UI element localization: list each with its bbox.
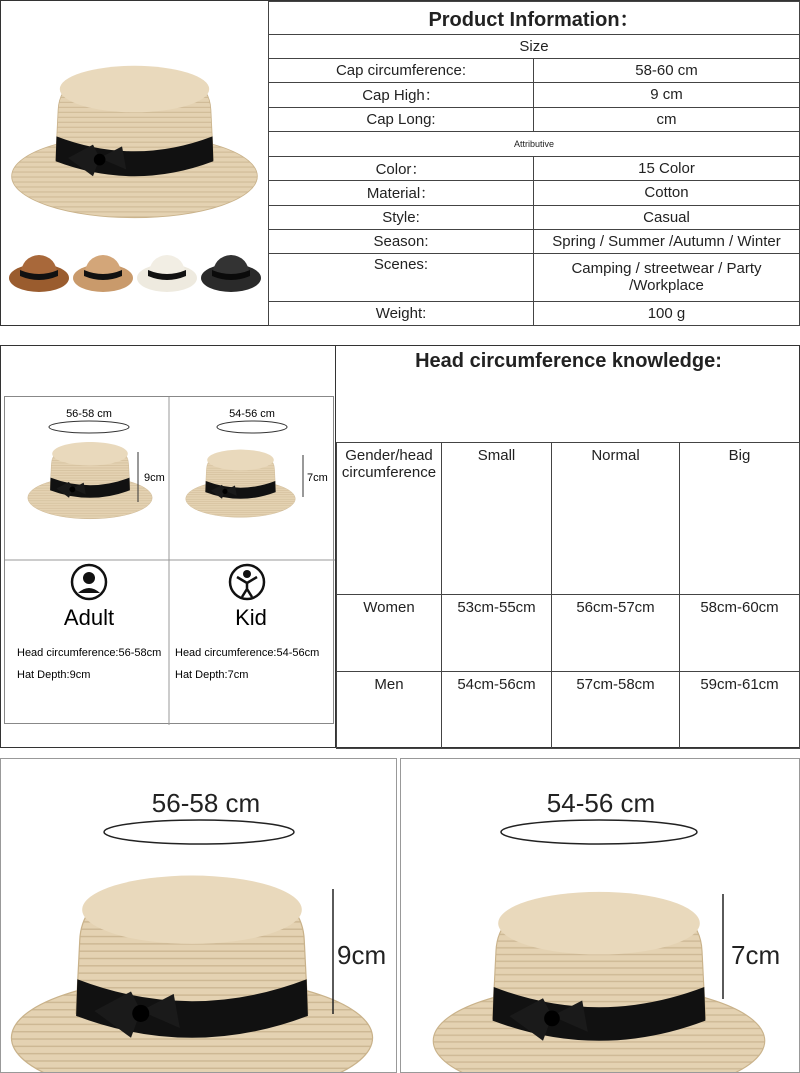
kid-desc-circ: Head circumference:54-56cm (175, 647, 320, 659)
adult-hat-detail (0, 758, 397, 1073)
measure-arrow-icon (49, 421, 129, 433)
cap-high-label: Cap High： (269, 83, 534, 107)
size-guide-grid (4, 396, 334, 724)
adult-desc-depth: Hat Depth:9cm (17, 669, 91, 681)
color-swatch-black (201, 255, 261, 292)
size-guide-illustration (5, 397, 335, 725)
row-women-label: Women (337, 595, 442, 672)
adult-detail-circ: 56-58 cm (151, 788, 261, 818)
product-info-table (268, 1, 800, 326)
header-normal: Normal (552, 443, 680, 595)
head-circumference-panel (335, 345, 800, 748)
adult-circ-label: 56-58 cm (66, 408, 112, 420)
adult-label: Adult (63, 605, 115, 630)
straw-hat-image (2, 2, 267, 325)
adult-hat-image (1, 759, 397, 1073)
head-circumference-table (336, 442, 800, 749)
style-value: Casual (534, 205, 800, 229)
kid-height-label: 7cm (307, 472, 328, 484)
measure-arrow-icon (501, 820, 697, 844)
scenes-label: Scenes: (269, 254, 534, 301)
header-gender: Gender/head circumference (337, 443, 442, 595)
season-value: Spring / Summer /Autumn / Winter (534, 229, 800, 253)
cap-long-value: cm (534, 107, 800, 131)
size-guide-section (0, 345, 800, 748)
material-value: Cotton (534, 181, 800, 205)
row-women-big: 58cm-60cm (680, 595, 800, 672)
kid-hat-detail (400, 758, 800, 1073)
color-label: Color： (269, 157, 534, 181)
kid-hat-image (401, 759, 800, 1073)
adult-height-label: 9cm (144, 472, 165, 484)
kid-detail-circ: 54-56 cm (546, 788, 656, 818)
header-small: Small (442, 443, 552, 595)
size-guide-panel (0, 345, 336, 748)
row-women-normal: 56cm-57cm (552, 595, 680, 672)
kid-desc-depth: Hat Depth:7cm (175, 669, 249, 681)
kid-circ-label: 54-56 cm (229, 408, 275, 420)
kid-detail-height: 7cm (731, 940, 781, 970)
material-label: Material： (269, 181, 534, 205)
size-header: Size (269, 34, 800, 58)
product-image (2, 2, 267, 325)
woman-icon (72, 565, 106, 599)
row-women-small: 53cm-55cm (442, 595, 552, 672)
measure-arrow-icon (217, 421, 287, 433)
cap-circumference-value: 58-60 cm (534, 58, 800, 82)
cap-circumference-label: Cap circumference: (269, 58, 534, 82)
cap-high-value: 9 cm (534, 83, 800, 107)
cap-long-label: Cap Long: (269, 107, 534, 131)
row-men-label: Men (337, 672, 442, 749)
style-label: Style: (269, 205, 534, 229)
product-info-title: Product Information： (269, 2, 800, 35)
row-men-big: 59cm-61cm (680, 672, 800, 749)
season-label: Season: (269, 229, 534, 253)
color-swatch-tan (73, 255, 133, 292)
row-men-small: 54cm-56cm (442, 672, 552, 749)
size-detail-section (0, 758, 800, 1073)
child-icon (230, 565, 264, 599)
header-big: Big (680, 443, 800, 595)
attributive-header: Attributive (269, 131, 800, 156)
color-value: 15 Color (534, 157, 800, 181)
color-swatch-brown (9, 255, 69, 292)
weight-label: Weight: (269, 301, 534, 325)
measure-arrow-icon (104, 820, 294, 844)
scenes-value: Camping / streetwear / Party /Workplace (534, 254, 800, 301)
row-men-normal: 57cm-58cm (552, 672, 680, 749)
product-info-section (0, 0, 800, 326)
adult-detail-height: 9cm (337, 940, 387, 970)
adult-desc-circ: Head circumference:56-58cm (17, 647, 162, 659)
weight-value: 100 g (534, 301, 800, 325)
kid-label: Kid (235, 605, 267, 630)
knowledge-title: Head circumference knowledge: (415, 350, 722, 372)
color-swatch-white (137, 255, 197, 292)
